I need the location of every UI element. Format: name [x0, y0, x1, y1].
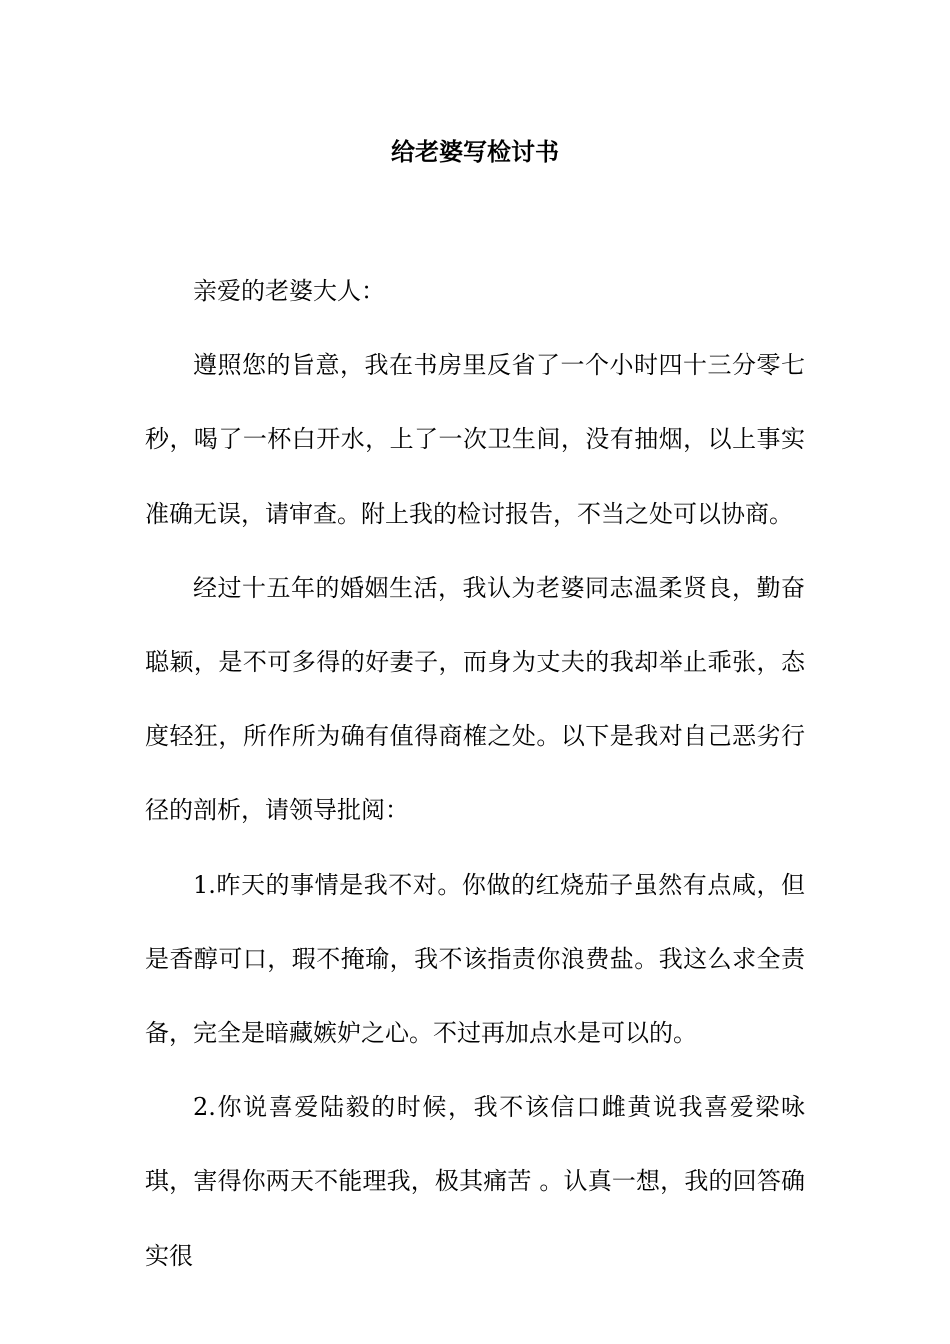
document-body: [145, 254, 805, 1293]
document-title: 给老婆写检讨书: [391, 137, 559, 166]
body-paragraph: 遵照您的旨意，我在书房里反省了一个小时四十三分零七秒，喝了一杯白开水，上了一次卫生间，没有抽烟，以上事实准确无误，请审查。附上我的检讨报告，不当之处可以协商。: [145, 351, 805, 528]
body-paragraph: 1.昨天的事情是我不对。你做的红烧茄子虽然有点咸，但是香醇可口，瑕不掩瑜，我不该指责你浪费盐。我这么求全责备，完全是暗藏嫉妒之心。不过再加点水是可以的。: [145, 870, 805, 1048]
salutation-paragraph: 亲爱的老婆大人：: [193, 277, 385, 305]
body-paragraph: 2.你说喜爱陆毅的时候，我不该信口雌黄说我喜爱梁咏琪，害得你两天不能理我，极其痛苦 。认真一想，我的回答确实很: [145, 1093, 805, 1270]
body-paragraph: 经过十五年的婚姻生活，我认为老婆同志温柔贤良，勤奋聪颖，是不可多得的好妻子，而身为丈夫的我却举止乖张，态度轻狂，所作所为确有值得商榷之处。以下是我对自己恶劣行径的剖析，请领导批阅：: [145, 573, 805, 825]
